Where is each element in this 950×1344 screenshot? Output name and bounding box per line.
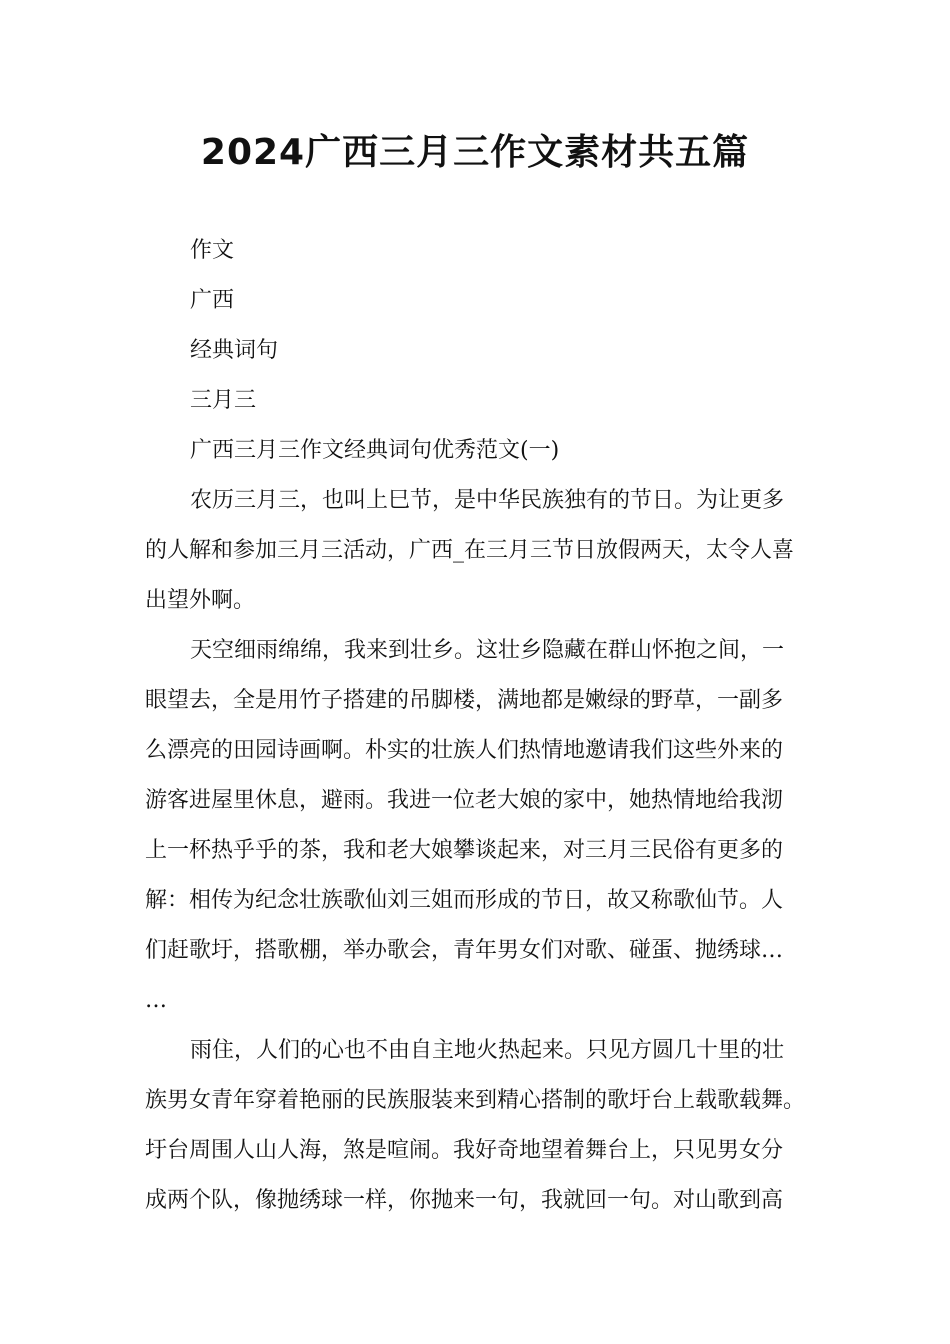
keyword-line: 经典词句: [190, 338, 279, 363]
paragraph-line: 的人解和参加三月三活动，广西_在三月三节日放假两天，太令人喜: [145, 538, 795, 563]
paragraph-line: 么漂亮的田园诗画啊。朴实的壮族人们热情地邀请我们这些外来的: [145, 738, 784, 763]
paragraph-line: 眼望去，全是用竹子搭建的吊脚楼，满地都是嫩绿的野草，一副多: [145, 688, 784, 713]
keyword-line: 广西: [190, 288, 235, 313]
paragraph: [145, 476, 811, 626]
essay-subtitle: 广西三月三作文经典词句优秀范文(一): [190, 438, 560, 463]
paragraph-line: …: [145, 988, 167, 1013]
paragraph-line: 雨住，人们的心也不由自主地火热起来。只见方圆几十里的壮: [190, 1038, 785, 1063]
keyword-line: 作文: [190, 238, 235, 263]
paragraph-line: 游客进屋里休息，避雨。我进一位老大娘的家中，她热情地给我沏: [145, 788, 784, 813]
paragraph-line: 们赶歌圩，搭歌棚，举办歌会，青年男女们对歌、碰蛋、抛绣球…: [145, 938, 784, 963]
document-body: [145, 226, 811, 1226]
paragraph-line: 成两个队，像抛绣球一样，你抛来一句，我就回一句。对山歌到高: [145, 1188, 784, 1213]
paragraph-line: 圩台周围人山人海，煞是喧闹。我好奇地望着舞台上，只见男女分: [145, 1138, 784, 1163]
paragraph: [145, 1026, 811, 1226]
keyword-line: 三月三: [190, 388, 257, 413]
paragraph-line: 出望外啊。: [145, 588, 256, 613]
paragraph-line: 上一杯热乎乎的茶，我和老大娘攀谈起来，对三月三民俗有更多的: [145, 838, 784, 863]
paragraph-line: 解：相传为纪念壮族歌仙刘三姐而形成的节日，故又称歌仙节。人: [145, 888, 784, 913]
document-title: 2024广西三月三作文素材共五篇: [200, 132, 750, 173]
paragraph-line: 族男女青年穿着艳丽的民族服装来到精心搭制的歌圩台上载歌载舞。: [145, 1088, 806, 1113]
paragraph-line: 天空细雨绵绵，我来到壮乡。这壮乡隐藏在群山怀抱之间，一: [190, 638, 785, 663]
paragraph-line: 农历三月三，也叫上巳节，是中华民族独有的节日。为让更多: [190, 488, 785, 513]
paragraph: [145, 626, 811, 1026]
